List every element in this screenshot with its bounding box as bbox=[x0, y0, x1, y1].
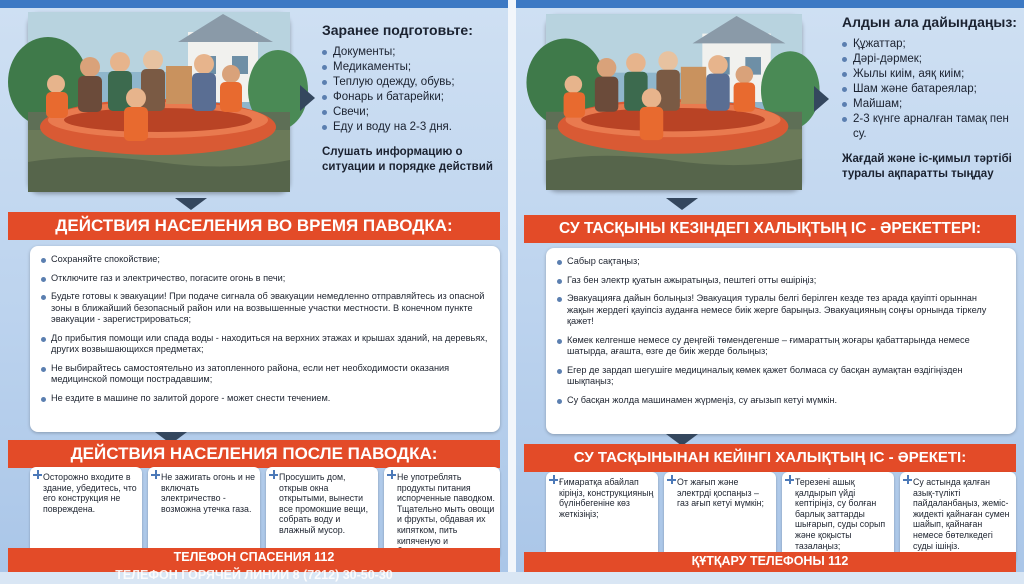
pointer-arrow bbox=[814, 86, 829, 112]
plus-icon bbox=[667, 475, 677, 485]
card-text: Не зажигать огонь и не включать электричество - возможна утечка газа. bbox=[161, 472, 255, 514]
after-card bbox=[900, 472, 1016, 564]
after-card bbox=[30, 467, 142, 559]
rescue-phone: ҚҰТҚАРУ ТЕЛЕФОНЫ 112 bbox=[691, 554, 849, 568]
card-text: Ғимаратқа абайлап кіріңіз, конструкцияның бүлінбегеніне көз жеткізіңіз; bbox=[559, 477, 654, 519]
after-flood-heading: СУ ТАСҚЫНЫНАН КЕЙІНГІ ХАЛЫҚТЫҢ ІС - ӘРЕКЕТІ: bbox=[524, 444, 1016, 472]
list-item: Егер де зардап шегушіге медициналық көмек қажет болмаса су басқан аумақтан өздігіңізден шықпаңыз; bbox=[556, 365, 1006, 388]
list-item: Сохраняйте спокойствие; bbox=[40, 254, 490, 266]
section-notch bbox=[666, 198, 698, 210]
after-card bbox=[384, 467, 500, 559]
after-card bbox=[266, 467, 378, 559]
list-item: Майшам; bbox=[842, 97, 1018, 112]
during-flood-heading: СУ ТАСҚЫНЫ КЕЗІНДЕГІ ХАЛЫҚТЫҢ ІС - ӘРЕКЕТТЕРІ: bbox=[524, 215, 1016, 243]
card-text: Су астында қалған азық-түлікті пайдаланбаңыз, жеміс-жидекті қайнаған сумен шайып, қайнаған немесе бөтелкедегі суды ішіңіз. bbox=[913, 477, 1010, 551]
rescue-phone: ТЕЛЕФОН СПАСЕНИЯ 112 bbox=[173, 550, 335, 564]
listen-note: Жағдай және іс-қимыл тәртібі туралы ақпаратты тыңдау bbox=[842, 153, 1012, 180]
list-item: 2-3 күнге арналған тамақ пен су. bbox=[842, 112, 1018, 142]
during-flood-box bbox=[546, 248, 1016, 434]
prepare-title: Заранее подготовьте: bbox=[322, 22, 473, 38]
hotline-phone: ТЕЛЕФОН ГОРЯЧЕЙ ЛИНИИ 8 (7212) 30-50-30 bbox=[115, 568, 393, 582]
after-flood-heading: ДЕЙСТВИЯ НАСЕЛЕНИЯ ПОСЛЕ ПАВОДКА: bbox=[8, 440, 500, 468]
card-text: От жағып және электрді қоспаңыз – газ ағып кетуі мүмкін; bbox=[677, 477, 764, 509]
list-item: Свечи; bbox=[322, 105, 502, 120]
russian-panel bbox=[0, 0, 508, 582]
list-item: Көмек келгенше немесе су деңгейі төмендегенше – ғимараттың жоғары қабаттарында немесе шатырда, ағашта, өзге де биік жерде болыңыз; bbox=[556, 335, 1006, 358]
after-card bbox=[148, 467, 260, 559]
plus-icon bbox=[549, 475, 559, 485]
list-item: Не ездите в машине по залитой дороге - может снести течением. bbox=[40, 393, 490, 405]
list-item: Эвакуацияға дайын болыңыз! Эвакуация туралы белгі берілген кезде тез арада қауіпті орыннан жақын жердегі қауіпсіз ауданға немесе биік жерге барыңыз. Эвакуацияның соңғы орнында тіркелу қажет! bbox=[556, 293, 1006, 328]
after-flood-cards bbox=[546, 472, 1016, 564]
list-item: Еду и воду на 2-3 дня. bbox=[322, 120, 502, 135]
prepare-section bbox=[322, 22, 502, 175]
list-item: Отключите газ и электричество, погасите огонь в печи; bbox=[40, 273, 490, 285]
after-flood-cards bbox=[30, 467, 500, 559]
card-text: Осторожно входите в здание, убедитесь, что его конструкция не повреждена. bbox=[43, 472, 137, 514]
after-card bbox=[546, 472, 658, 564]
list-item: Газ бен электр қуатын ажыратыңыз, пештегі отты өшіріңіз; bbox=[556, 275, 1006, 287]
pointer-arrow bbox=[300, 85, 315, 111]
during-flood-heading: ДЕЙСТВИЯ НАСЕЛЕНИЯ ВО ВРЕМЯ ПАВОДКА: bbox=[8, 212, 500, 240]
after-card bbox=[664, 472, 776, 564]
kazakh-panel bbox=[516, 0, 1024, 572]
emergency-phone-bar bbox=[524, 552, 1016, 572]
plus-icon bbox=[33, 470, 43, 480]
top-strip bbox=[516, 0, 1024, 8]
list-item: Будьте готовы к эвакуации! При подаче сигнала об эвакуации немедленно отправляйтесь из опасной зоны в ближайший безопасный район или на возвышенные участки местности. В конечном пункте эвакуации - зарегистрироваться; bbox=[40, 291, 490, 326]
list-item: Не выбирайтесь самостоятельно из затопленного района, если нет необходимости оказания медицинской помощи пострадавшим; bbox=[40, 363, 490, 386]
plus-icon bbox=[269, 470, 279, 480]
panel-divider bbox=[508, 0, 516, 572]
during-flood-box bbox=[30, 246, 500, 432]
list-item: Медикаменты; bbox=[322, 60, 502, 75]
list-item: Құжаттар; bbox=[842, 37, 1018, 52]
prepare-section bbox=[842, 14, 1018, 182]
section-notch bbox=[175, 198, 207, 210]
list-item: Документы; bbox=[322, 45, 502, 60]
listen-note: Слушать информацию о ситуации и порядке действий bbox=[322, 146, 493, 173]
plus-icon bbox=[387, 470, 397, 480]
list-item: Су басқан жолда машинамен жүрмеңіз, су ағызып кетуі мүмкін. bbox=[556, 395, 1006, 407]
prepare-title: Алдын ала дайындаңыз: bbox=[842, 14, 1017, 30]
emergency-phone-bar bbox=[8, 548, 500, 582]
plus-icon bbox=[785, 475, 795, 485]
card-text: Не употреблять продукты питания испорченные паводком. Тщательно мыть овощи и фрукты, обдавая их кипятком, пить кипяченую и bbox=[397, 472, 495, 546]
plus-icon bbox=[903, 475, 913, 485]
prepare-list bbox=[842, 37, 1018, 142]
flood-rescue-illustration bbox=[546, 14, 802, 190]
list-item: Теплую одежду, обувь; bbox=[322, 75, 502, 90]
card-text: Просушить дом, открыв окна открытыми, вынести все промокшие вещи, собрать воду и влажный мусор. bbox=[279, 472, 369, 535]
top-strip bbox=[0, 0, 508, 8]
plus-icon bbox=[151, 470, 161, 480]
prepare-list bbox=[322, 45, 502, 135]
list-item: Шам және батареялар; bbox=[842, 82, 1018, 97]
list-item: До прибытия помощи или спада воды - находиться на верхних этажах и крышах зданий, на деревьях, других возвышающихся предметах; bbox=[40, 333, 490, 356]
flood-rescue-illustration bbox=[28, 12, 290, 192]
list-item: Дәрі-дәрмек; bbox=[842, 52, 1018, 67]
card-text: Терезені ашық қалдырып үйді кептіріңіз, су болған барлық заттарды шығарып, суды сорып және қоқысты тазалаңыз; bbox=[795, 477, 886, 551]
list-item: Жылы киім, аяқ киім; bbox=[842, 67, 1018, 82]
after-card bbox=[782, 472, 894, 564]
list-item: Сабыр сақтаңыз; bbox=[556, 256, 1006, 268]
list-item: Фонарь и батарейки; bbox=[322, 90, 502, 105]
